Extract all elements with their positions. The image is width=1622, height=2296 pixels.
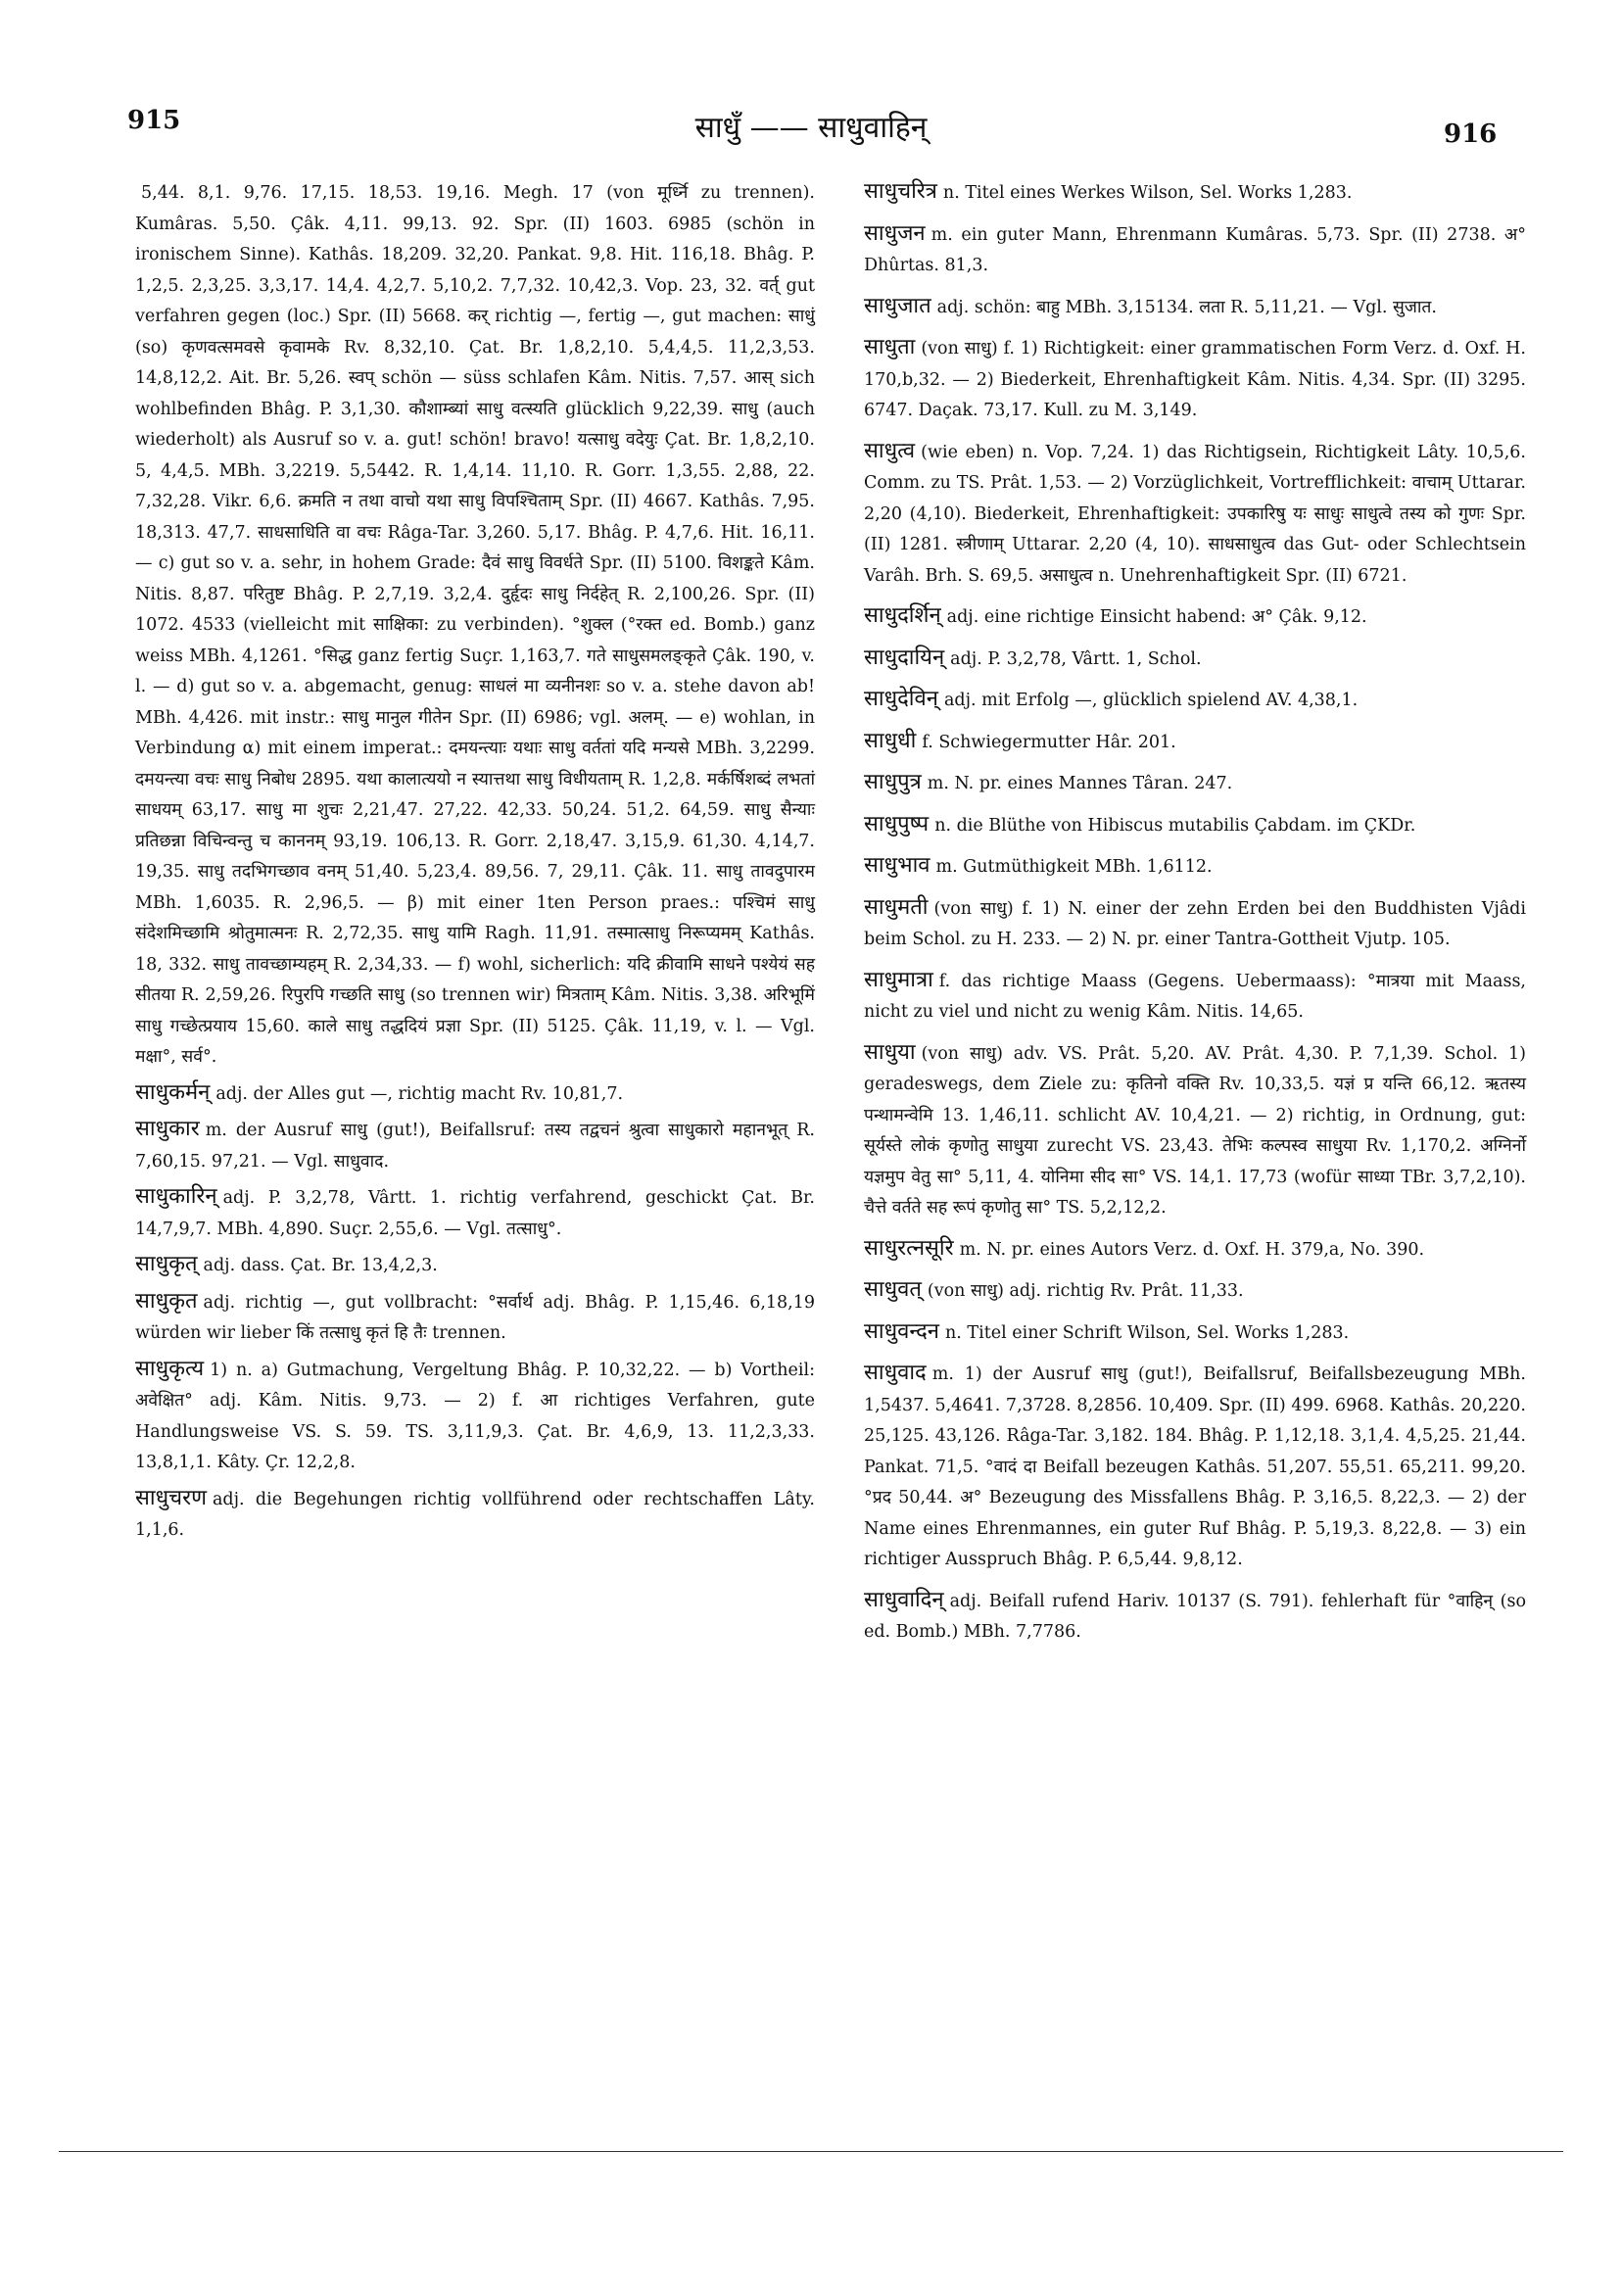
dictionary-entry: [864, 600, 1526, 634]
page-header: [0, 0, 1622, 167]
entry-headword: साधुकारिन्: [135, 1184, 217, 1209]
dictionary-entry: [864, 767, 1526, 800]
dictionary-entry: [864, 643, 1526, 676]
entry-text: adj. P. 3,2,78, Vârtt. 1. richtig verfahrend, geschickt Çat. Br. 14,7,9,7. MBh. 4,890. Suçr. 2,55,6. — Vgl. तत्साधु°.: [135, 1188, 815, 1239]
entry-headword: साधुपुष्प: [864, 811, 930, 837]
dictionary-entry: [864, 332, 1526, 427]
entry-text: adj. mit Erfolg —, glücklich spielend AV. 4,38,1.: [943, 691, 1359, 710]
entry-text: m. N. pr. eines Autors Verz. d. Oxf. H. 379,a, No. 390.: [959, 1239, 1425, 1260]
dictionary-entry: [135, 1181, 815, 1245]
entry-text: (von साधु) adv. VS. Prât. 5,20. AV. Prât. 4,30. P. 7,1,39. Schol. 1) geradeswegs, dem Ziele zu: कृतिनो वक्ति Rv. 10,33,5. यज्ञं प्र यन्ति 66,12. ऋतस्य पन्थामन्वेमि 13. 1,46,11. schlicht AV. 10,4,21. — 2) richtig, in Ordnung, gut: सूर्यस्ते लोकं कृणोतु साधुया zurecht VS. 23,43. तेभिः कल्पस्व साधुया Rv. 1,170,2. अग्निर्नो यज्ञमुप वेतु सा° 5,11, 4. योनिमा सीद सा° VS. 14,1. 17,73 (wofür साध्या TBr. 3,7,2,10). चैत्ते वर्तते सह रूपं कृणोतु सा° TS. 5,2,12,2.: [864, 1043, 1526, 1218]
dictionary-entry: [864, 218, 1526, 282]
entry-headword: साधुधी: [864, 728, 917, 753]
entry-headword: साधुया: [864, 1039, 916, 1065]
dictionary-entry: [864, 1585, 1526, 1649]
entry-headword: साधुकार: [135, 1117, 200, 1141]
dictionary-entry: [864, 684, 1526, 717]
entry-headword: साधुचरण: [135, 1485, 207, 1510]
dictionary-entry: [135, 1114, 815, 1177]
footer-rule: [59, 2151, 1563, 2152]
dictionary-entry: [864, 1358, 1526, 1576]
entry-headword: साधुजात: [864, 293, 931, 318]
dictionary-entry: [135, 1077, 815, 1111]
entry-text: adj. P. 3,2,78, Vârtt. 1, Schol.: [950, 648, 1202, 669]
entry-text: adj. die Begehungen richtig vollführend oder rechtschaffen Lâty. 1,1,6.: [135, 1489, 815, 1540]
entry-text: 1) n. a) Gutmachung, Vergeltung Bhâg. P. 10,32,22. — b) Vortheil: अवेक्षित° adj. Kâm. Nitis. 9,73. — 2) f. आ richtiges Verfahren, gute Handlungsweise VS. S. 59. TS. 3,11,9,3. Çat. Br. 4,6,9, 13. 11,2,3,33. 13,8,1,1. Kâty. Çr. 12,2,8.: [135, 1360, 815, 1472]
entry-text: m. 1) der Ausruf साधु (gut!), Beifallsruf, Beifallsbezeugung MBh. 1,5437. 5,4641. 7,3728. 8,2856. 10,409. Spr. (II) 499. 6968. Kathâs. 20,220. 25,125. 43,126. Râga-Tar. 3,182. 184. Bhâg. P. 1,12,18. 3,1,4. 4,5,25. 21,44. Pankat. 71,5. °वादं दा Beifall bezeugen Kathâs. 51,207. 55,51. 65,211. 99,20. °प्रद 50,44. अ° Bezeugung des Missfallens Bhâg. P. 3,16,5. 8,22,3. — 2) der Name eines Ehrenmannes, ein guter Ruf Bhâg. P. 5,19,3. 8,22,8. — 3) ein richtiger Ausspruch Bhâg. P. 6,5,44. 9,8,12.: [864, 1364, 1526, 1569]
entry-headword: साधुपुत्र: [864, 770, 922, 794]
entry-headword: साधुवादिन्: [864, 1587, 944, 1612]
left-page-number: 915: [127, 106, 181, 135]
dictionary-entry: [135, 1286, 815, 1350]
entry-text: (von साधु) f. 1) Richtigkeit: einer grammatischen Form Verz. d. Oxf. H. 170,b,32. — 2) Biederkeit, Ehrenhaftigkeit Kâm. Nitis. 4,34. Spr. (II) 3295. 6747. Daçak. 73,17. Kull. zu M. 3,149.: [864, 339, 1526, 420]
entry-headword: साधुजन: [864, 220, 926, 246]
dictionary-entry: [864, 850, 1526, 884]
entry-headword: साधुचरित्र: [864, 179, 937, 204]
dictionary-entry: [864, 1274, 1526, 1308]
left-column: [135, 176, 815, 1551]
running-head: साधुँ —— साधुवाहिन्: [694, 111, 928, 145]
entry-headword: साधुकृत्य: [135, 1356, 205, 1381]
dictionary-entry: [135, 1354, 815, 1479]
dictionary-entry: [864, 965, 1526, 1028]
entry-headword: साधुत्व: [864, 438, 916, 463]
entry-headword: साधुमती: [864, 894, 929, 920]
dictionary-entry: [864, 436, 1526, 593]
dictionary-entry: [864, 892, 1526, 956]
entry-text: adj. schön: बाहु MBh. 3,15134. लता R. 5,11,21. — Vgl. सुजात.: [936, 297, 1437, 317]
right-column: [864, 176, 1526, 1657]
dictionary-entry: [135, 176, 815, 1074]
dictionary-entry: [135, 1249, 815, 1282]
entry-text: adj. dass. Çat. Br. 13,4,2,3.: [203, 1256, 438, 1275]
dictionary-entry: [135, 1483, 815, 1547]
entry-text: n. die Blüthe von Hibiscus mutabilis Çabdam. im ÇKDr.: [934, 815, 1416, 836]
entry-headword: साधुमात्रा: [864, 967, 933, 992]
entry-text: (von साधु) adj. richtig Rv. Prât. 11,33.: [927, 1281, 1244, 1301]
entry-text: n. Titel eines Werkes Wilson, Sel. Works 1,283.: [942, 183, 1353, 203]
dictionary-entry: [864, 1037, 1526, 1224]
entry-text: m. ein guter Mann, Ehrenmann Kumâras. 5,73. Spr. (II) 2738. अ° Dhûrtas. 81,3.: [864, 224, 1526, 275]
entry-headword: साधुवाद: [864, 1361, 927, 1385]
entry-headword: साधुकर्मन्: [135, 1079, 211, 1105]
dictionary-entry: [864, 809, 1526, 842]
entry-headword: साधुदेविन्: [864, 687, 938, 711]
entry-headword: साधुदर्शिन्: [864, 603, 941, 628]
entry-headword: साधुदायिन्: [864, 645, 945, 670]
entry-headword: साधुभाव: [864, 853, 930, 878]
entry-text: (von साधु) f. 1) N. einer der zehn Erden bei den Buddhisten Vjâdi beim Schol. zu H. 233. — 2) N. pr. einer Tantra-Gottheit Vjutp. 105.: [864, 898, 1526, 949]
dictionary-entry: [864, 726, 1526, 759]
entry-headword: साधुवन्दन: [864, 1318, 940, 1344]
entry-text: adj. eine richtige Einsicht habend: अ° Çâk. 9,12.: [946, 607, 1367, 627]
dictionary-entry: [864, 1316, 1526, 1350]
entry-headword: साधुरत्नसूरि: [864, 1235, 954, 1261]
dictionary-entry: [864, 1233, 1526, 1267]
entry-text: adj. Beifall rufend Hariv. 10137 (S. 791). fehlerhaft für °वाहिन् (so ed. Bomb.) MBh. 7,7786.: [864, 1591, 1526, 1642]
dictionary-entry: [864, 291, 1526, 324]
entry-text: (wie eben) n. Vop. 7,24. 1) das Richtigsein, Richtigkeit Lâty. 10,5,6. Comm. zu TS. Prât. 1,53. — 2) Vorzüglichkeit, Vortrefflichkeit: वाचाम् Uttarar. 2,20 (4,10). Biederkeit, Ehrenhaftigkeit: उपकारिषु यः साधुः साधुत्वे तस्य को गुणः Spr. (II) 1281. स्त्रीणाम् Uttarar. 2,20 (4, 10). साधसाधुत्व das Gut- oder Schlechtsein Varâh. Brh. S. 69,5. असाधुत्व n. Unehrenhaftigkeit Spr. (II) 6721.: [864, 442, 1526, 586]
entry-text: 5,44. 8,1. 9,76. 17,15. 18,53. 19,16. Megh. 17 (von मूर्ध्नि zu trennen). Kumâras. 5,50. Çâk. 4,11. 99,13. 92. Spr. (II) 1603. 6985 (schön in ironischem Sinne). Kathâs. 18,209. 32,20. Pankat. 9,8. Hit. 116,18. Bhâg. P. 1,2,5. 2,3,25. 3,3,17. 14,4. 4,2,7. 5,10,2. 7,7,32. 10,42,3. Vop. 23, 32. वर्त् gut verfahren gegen (loc.) Spr. (II) 5668. कर् richtig —, fertig —, gut machen: साधुं (so) कृणवत्समवसे कृवामके Rv. 8,32,10. Çat. Br. 1,8,2,10. 5,4,4,5. 11,2,3,53. 14,8,12,2. Ait. Br. 5,26. स्वप् schön — süss schlafen Kâm. Nitis. 7,57. आस् sich wohlbefinden Bhâg. P. 3,1,30. कौशाम्ब्यां साधु वत्स्यति glücklich 9,22,39. साधु (auch wiederholt) als Ausruf so v. a. gut! schön! bravo! यत्साधु वदेयुः Çat. Br. 1,8,2,10. 5, 4,4,5. MBh. 3,2219. 5,5442. R. 1,4,14. 11,10. R. Gorr. 1,3,55. 2,88, 22. 7,32,28. Vikr. 6,6. क्रमति न तथा वाचो यथा साधु विपश्चिताम् Spr. (II) 4667. Kathâs. 7,95. 18,313. 47,7. साधसाधिति वा वचः Râga-Tar. 3,260. 5,17. Bhâg. P. 4,7,6. Hit. 16,11. — c) gut so v. a. sehr, in hohem Grade: दैवं साधु विवर्धते Spr. (II) 5100. विशङ्कते Kâm. Nitis. 8,87. परितुष्ट Bhâg. P. 2,7,19. 3,2,4. दुर्हृदः साधु निर्दहेत् R. 2,100,26. Spr. (II) 1072. 4533 (vielleicht mit साक्षिका: zu verbinden). °शुक्ल (°रक्त ed. Bomb.) ganz weiss MBh. 4,1261. °सिद्ध ganz fertig Suçr. 1,163,7. गते साधुसमलङ्कृते Çâk. 190, v. l. — d) gut so v. a. abgemacht, genug: साधलं मा व्यनीनशः so v. a. stehe davon ab! MBh. 4,426. mit instr.: साधु मानुल गीतेन Spr. (II) 6986; vgl. अलम्. — e) wohlan, in Verbindung α) mit einem imperat.: दमयन्त्याः यथाः साधु वर्ततां यदि मन्यसे MBh. 3,2299. दमयन्त्या वचः साधु निबोध 2895. यथा कालात्ययो न स्यात्तथा साधु विधीयताम् R. 1,2,8. मर्कर्षिशब्दं लभतां साधयम् 63,17. साधु मा शुचः 2,21,47. 27,22. 42,33. 50,24. 51,2. 64,59. साधु सैन्याः प्रतिछन्ना विचिन्वन्तु च काननम् 93,19. 106,13. R. Gorr. 2,18,47. 3,15,9. 61,30. 4,14,7. 19,35. साधु तदभिगच्छाव वनम् 51,40. 5,23,4. 89,56. 7, 29,11. Çâk. 11. साधु तावदुपारम MBh. 1,6035. R. 2,96,5. — β) mit einer 1ten Person praes.: पश्चिमं साधु संदेशमिच्छामि श्रोतुमात्मनः R. 2,72,35. साधु यामि Ragh. 11,91. तस्मात्साधु निरूप्यमम् Kathâs. 18, 332. साधु तावच्छाम्यहम् R. 2,34,33. — f) wohl, sicherlich: यदि क्रीवामि साधने पश्येयं सह सीतया R. 2,59,26. रिपुरपि गच्छति साधु (so trennen wir) मित्रताम् Kâm. Nitis. 3,38. अरिभूमिं साधु गच्छेत्प्रयाय 15,60. काले साधु तद्धदियं प्रज्ञा Spr. (II) 5125. Çâk. 11,19, v. l. — Vgl. मक्षा°, सर्व°.: [135, 183, 815, 1067]
dictionary-entry: [864, 176, 1526, 210]
entry-text: m. der Ausruf साधु (gut!), Beifallsruf: तस्य तद्वचनं श्रुत्वा साधुकारो महानभूत् R. 7,60,15. 97,21. — Vgl. साधुवाद.: [135, 1121, 815, 1172]
entry-text: adj. der Alles gut —, richtig macht Rv. 10,81,7.: [215, 1083, 624, 1104]
entry-text: m. N. pr. eines Mannes Târan. 247.: [927, 774, 1233, 793]
entry-headword: साधुकृत: [135, 1288, 198, 1314]
entry-text: adj. richtig —, gut vollbracht: °सर्वार्थ adj. Bhâg. P. 1,15,46. 6,18,19 würden wir lieber किं तत्साधु कृतं हि तैः trennen.: [135, 1292, 815, 1343]
entry-headword: साधुवत्: [864, 1277, 922, 1302]
entry-headword: साधुता: [864, 335, 916, 359]
entry-headword: साधुकृत्: [135, 1252, 198, 1276]
entry-text: f. das richtige Maass (Gegens. Uebermaass): °मात्रया mit Maass, nicht zu viel und nicht zu wenig Kâm. Nitis. 14,65.: [864, 971, 1526, 1022]
entry-text: m. Gutmüthigkeit MBh. 1,6112.: [935, 857, 1213, 877]
right-page-number: 916: [1444, 120, 1498, 149]
entry-text: f. Schwiegermutter Hâr. 201.: [922, 732, 1176, 752]
entry-text: n. Titel einer Schrift Wilson, Sel. Works 1,283.: [945, 1322, 1350, 1343]
